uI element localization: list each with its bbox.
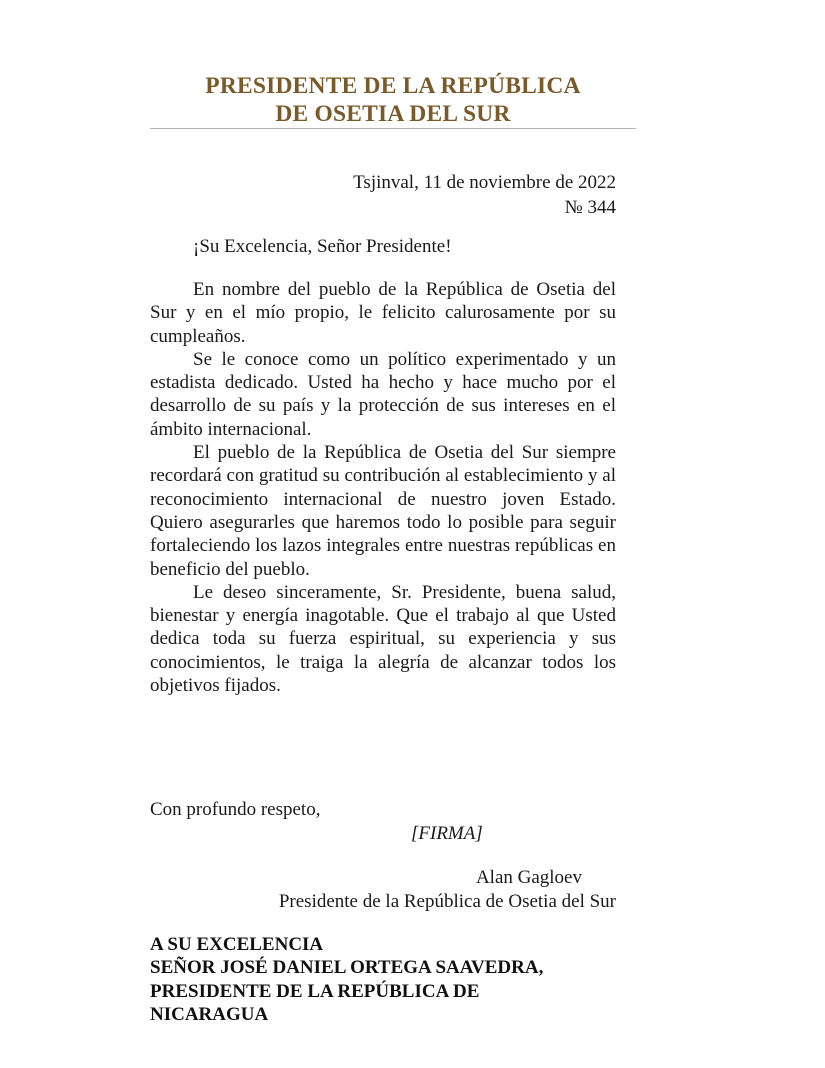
paragraph: Se le conoce como un político experimentado y un estadista dedicado. Usted ha hecho y hace mucho por el desarrollo de su país y la protección de sus intereses en el ámbito internacional. (150, 348, 616, 440)
letterhead-line-2: DE OSETIA DEL SUR (275, 101, 511, 127)
header-divider (150, 128, 636, 129)
recipient-line-1: A SU EXCELENCIA (150, 934, 324, 955)
signature-placeholder: [FIRMA] (411, 823, 483, 844)
salutation: ¡Su Excelencia, Señor Presidente! (193, 236, 452, 257)
signer-name: Alan Gagloev (475, 867, 582, 888)
closing: Con profundo respeto, (150, 799, 321, 820)
recipient-block (150, 933, 543, 1026)
paragraph: El pueblo de la República de Osetia del Sur siempre recordará con gratitud su contribución al establecimiento y al reconocimiento internacional de nuestro joven Estado. Quiero asegurarles que haremos todo lo posible para seguir fortaleciendo los lazos integrales entre nuestras repúblicas en beneficio del pueblo. (150, 442, 616, 580)
paragraph: Le deseo sinceramente, Sr. Presidente, buena salud, bienestar y energía inagotable. Que el trabajo al que Usted dedica toda su fuerza espiritual, su experiencia y sus conocimientos, le traiga la alegría de alcanzar todos los objetivos fijados. (150, 581, 616, 697)
paragraph: En nombre del pueblo de la República de Osetia del Sur y en el mío propio, le felicito calurosamente por su cumpleaños. (150, 279, 616, 347)
recipient-line-2: SEÑOR JOSÉ DANIEL ORTEGA SAAVEDRA, (150, 957, 544, 979)
place-date: Tsjinval, 11 de noviembre de 2022 (353, 172, 616, 193)
letter-body (150, 278, 616, 697)
recipient-line-4: NICARAGUA (150, 1003, 269, 1025)
signer-block (279, 866, 616, 914)
document-number: № 344 (564, 197, 616, 218)
recipient-line-3: PRESIDENTE DE LA REPÚBLICA DE (150, 980, 480, 1002)
letterhead (150, 72, 636, 128)
place-date-block (353, 170, 616, 220)
signer-title: Presidente de la República de Osetia del Sur (278, 891, 616, 912)
letterhead-line-1: PRESIDENTE DE LA REPÚBLICA (205, 73, 581, 99)
